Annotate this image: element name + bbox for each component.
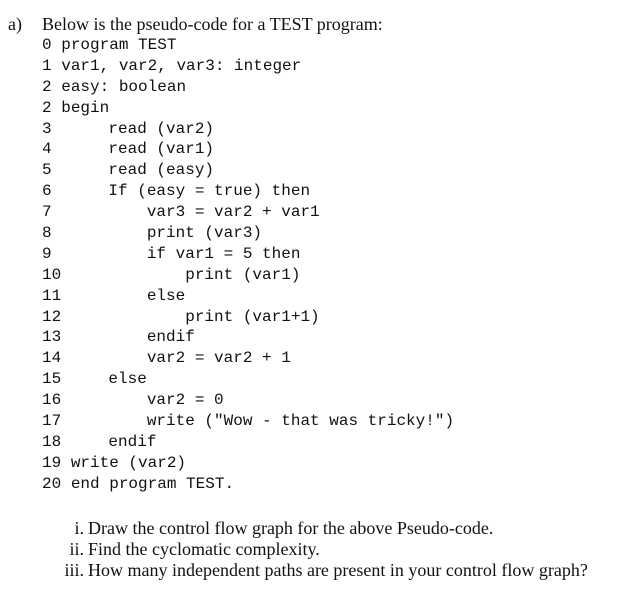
code-line xyxy=(42,474,454,495)
code-line xyxy=(42,56,454,77)
code-line xyxy=(42,453,454,474)
code-text: if var1 = 5 then xyxy=(70,244,301,263)
code-text: read (easy) xyxy=(70,161,215,180)
code-line xyxy=(42,202,454,223)
code-text: write (var2) xyxy=(70,453,187,472)
code-text: read (var1) xyxy=(70,140,215,159)
question-text: Draw the control flow graph for the above Pseudo-code. xyxy=(88,518,494,538)
code-text: else xyxy=(70,286,186,305)
intro-text: Below is the pseudo-code for a TEST program: xyxy=(42,14,383,34)
line-number: 10 xyxy=(42,265,62,284)
code-text: read (var2) xyxy=(70,119,215,138)
line-number: 19 xyxy=(42,453,62,472)
code-line xyxy=(42,265,454,286)
code-line xyxy=(42,160,454,181)
line-number: 14 xyxy=(42,349,62,368)
code-line xyxy=(42,139,454,160)
code-line xyxy=(42,223,454,244)
part-label: a) xyxy=(8,14,22,34)
question-item xyxy=(52,560,588,581)
code-text: begin xyxy=(61,98,110,117)
line-number: 18 xyxy=(42,432,62,451)
code-line xyxy=(42,286,454,307)
code-text: endif xyxy=(70,432,157,451)
question-item xyxy=(52,518,588,539)
code-text: If (easy = true) then xyxy=(70,182,311,201)
code-line xyxy=(42,307,454,328)
question-number: ii. xyxy=(69,539,84,559)
code-line xyxy=(42,244,454,265)
code-text: program TEST xyxy=(61,36,177,54)
line-number: 2 xyxy=(42,98,52,117)
line-number: 5 xyxy=(42,161,52,180)
code-line xyxy=(42,35,454,56)
pseudo-code-block xyxy=(42,35,454,495)
code-line xyxy=(42,327,454,348)
code-text: var3 = var2 + var1 xyxy=(70,203,320,222)
code-text: else xyxy=(70,370,147,389)
code-line xyxy=(42,181,454,202)
question-text: Find the cyclomatic complexity. xyxy=(88,539,320,559)
line-number: 8 xyxy=(42,224,52,243)
code-line xyxy=(42,432,454,453)
question-list xyxy=(52,518,588,581)
line-number: 0 xyxy=(42,36,52,54)
code-line xyxy=(42,411,454,432)
code-text: endif xyxy=(70,328,195,347)
code-line xyxy=(42,119,454,140)
code-text: easy: boolean xyxy=(61,77,187,96)
question-number: iii. xyxy=(64,560,84,580)
line-number: 11 xyxy=(42,286,62,305)
line-number: 2 xyxy=(42,77,52,96)
line-number: 17 xyxy=(42,412,62,431)
line-number: 6 xyxy=(42,182,52,201)
code-line xyxy=(42,348,454,369)
line-number: 7 xyxy=(42,203,52,222)
code-text: var2 = var2 + 1 xyxy=(70,349,291,368)
line-number: 1 xyxy=(42,56,52,75)
line-number: 15 xyxy=(42,370,62,389)
code-text: write ("Wow - that was tricky!") xyxy=(70,412,455,431)
line-number: 12 xyxy=(42,307,62,326)
code-text: var2 = 0 xyxy=(70,391,224,410)
code-text: print (var1) xyxy=(70,265,301,284)
line-number: 3 xyxy=(42,119,52,138)
code-line xyxy=(42,98,454,119)
code-line xyxy=(42,369,454,390)
code-line xyxy=(42,390,454,411)
line-number: 16 xyxy=(42,391,62,410)
question-number: i. xyxy=(74,518,84,538)
line-number: 13 xyxy=(42,328,62,347)
code-text: print (var1+1) xyxy=(70,307,320,326)
code-text: print (var3) xyxy=(70,224,263,243)
question-item xyxy=(52,539,588,560)
line-number: 4 xyxy=(42,140,52,159)
line-number: 9 xyxy=(42,244,52,263)
code-text: end program TEST. xyxy=(70,474,235,493)
code-line xyxy=(42,77,454,98)
question-text: How many independent paths are present in your control flow graph? xyxy=(88,560,588,580)
line-number: 20 xyxy=(42,474,62,493)
code-text: var1, var2, var3: integer xyxy=(61,56,302,75)
